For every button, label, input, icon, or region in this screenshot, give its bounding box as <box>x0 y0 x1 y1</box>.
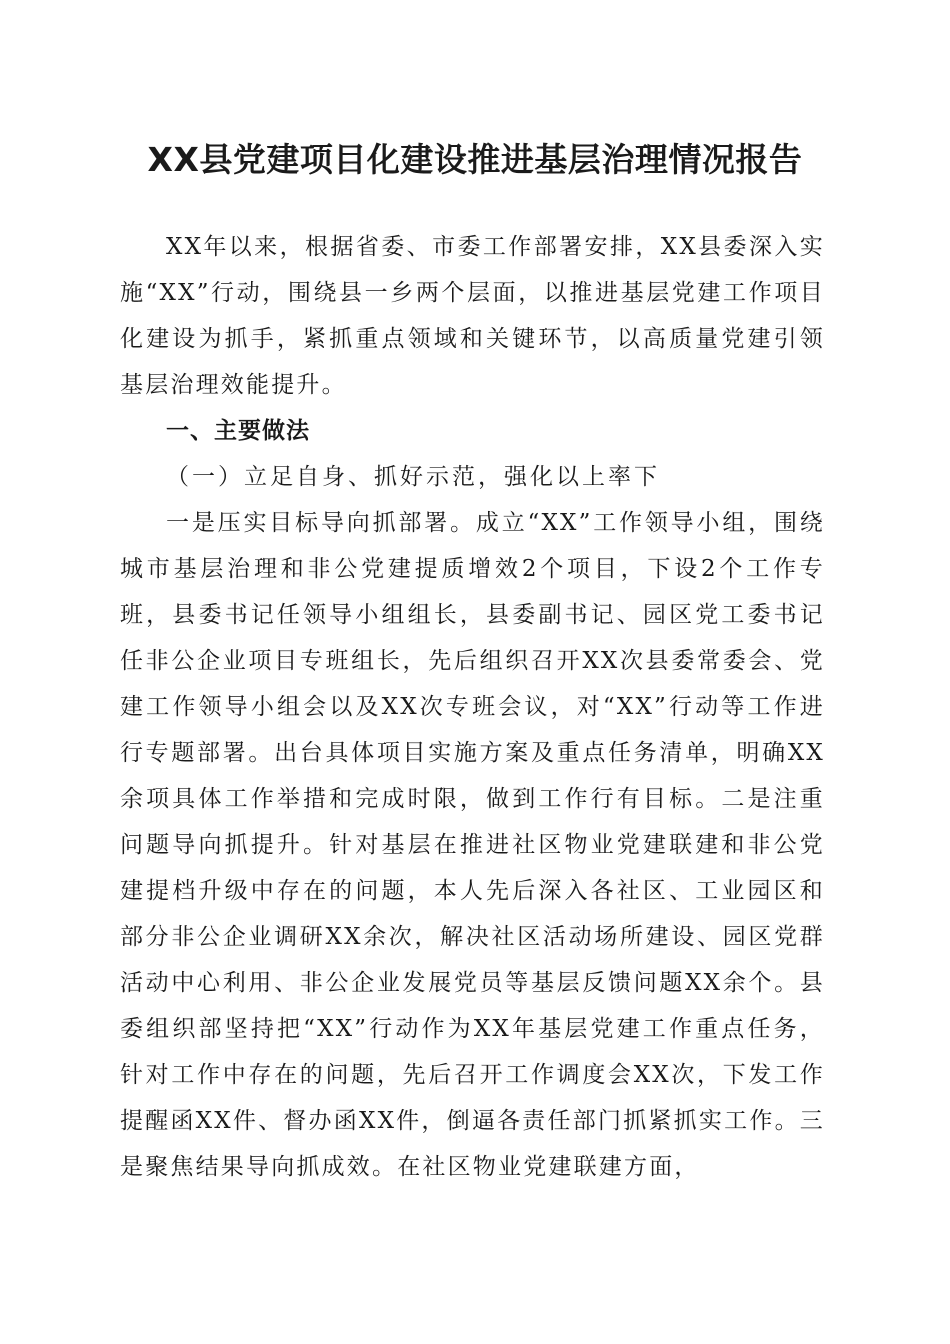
subsection-heading: （一）立足自身、抓好示范，强化以上率下 <box>166 464 660 490</box>
document-title: XX县党建项目化建设推进基层治理情况报告 <box>147 140 803 179</box>
section-heading: 一、主要做法 <box>166 418 310 444</box>
document-body <box>120 224 825 1190</box>
body-paragraph: 一是压实目标导向抓部署。成立“XX”工作领导小组，围绕城市基层治理和非公党建提质增效2个项目，下设2个工作专班，县委书记任领导小组组长，县委副书记、园区党工委书记任非公企业项目专班组长，先后组织召开XX次县委常委会、党建工作领导小组会以及XX次专班会议，对“XX”行动等工作进行专题部署。出台具体项目实施方案及重点任务清单，明确XX余项具体工作举措和完成时限，做到工作行有目标。二是注重问题导向抓提升。针对基层在推进社区物业党建联建和非公党建提档升级中存在的问题，本人先后深入各社区、工业园区和部分非公企业调研XX余次，解决社区活动场所建设、园区党群活动中心利用、非公企业发展党员等基层反馈问题XX余个。县委组织部坚持把“XX”行动作为XX年基层党建工作重点任务，针对工作中存在的问题，先后召开工作调度会XX次，下发工作提醒函XX件、督办函XX件，倒逼各责任部门抓紧抓实工作。三是聚焦结果导向抓成效。在社区物业党建联建方面， <box>120 510 825 1180</box>
intro-paragraph: XX年以来，根据省委、市委工作部署安排，XX县委深入实施“XX”行动，围绕县一乡两个层面，以推进基层党建工作项目化建设为抓手，紧抓重点领域和关键环节，以高质量党建引领基层治理效能提升。 <box>120 234 825 398</box>
